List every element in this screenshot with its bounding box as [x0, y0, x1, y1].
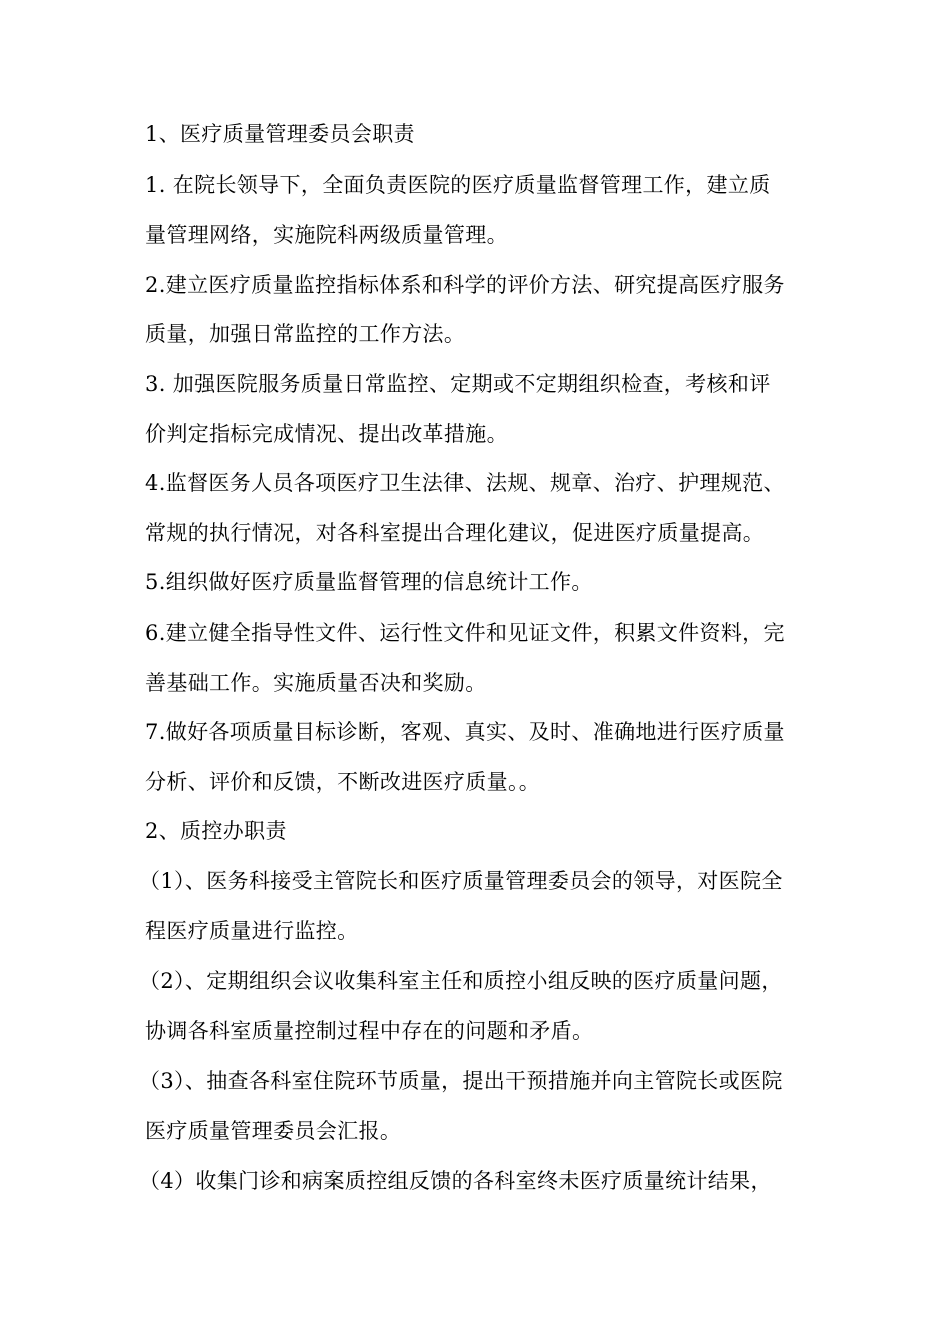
text-line: 质量，加强日常监控的工作方法。	[145, 322, 466, 346]
text-line: （2）、定期组织会议收集科室主任和质控小组反映的医疗质量问题，	[139, 969, 783, 993]
text-line: 4.监督医务人员各项医疗卫生法律、法规、规章、治疗、护理规范、	[145, 471, 785, 495]
text-line: （1）、医务科接受主管院长和医疗质量管理委员会的领导，对医院全	[139, 869, 783, 893]
text-line: 量管理网络，实施院科两级质量管理。	[145, 223, 508, 247]
text-line: 程医疗质量进行监控。	[145, 919, 359, 943]
text-line: 善基础工作。实施质量否决和奖励。	[145, 671, 487, 695]
text-line: 7.做好各项质量目标诊断，客观、真实、及时、准确地进行医疗质量	[145, 720, 785, 744]
text-line: 医疗质量管理委员会汇报。	[145, 1119, 402, 1143]
text-line: 常规的执行情况，对各科室提出合理化建议，促进医疗质量提高。	[145, 521, 765, 545]
text-line: 3. 加强医院服务质量日常监控、定期或不定期组织检查，考核和评	[145, 372, 771, 396]
text-line: （3）、抽查各科室住院环节质量，提出干预措施并向主管院长或医院	[139, 1069, 783, 1093]
text-line: 1. 在院长领导下，全面负责医院的医疗质量监督管理工作，建立质	[145, 173, 771, 197]
section-heading-qc-office: 2、质控办职责	[145, 819, 287, 843]
text-line: （4）收集门诊和病案质控组反馈的各科室终未医疗质量统计结果，	[139, 1169, 772, 1193]
text-line: 5.组织做好医疗质量监督管理的信息统计工作。	[145, 570, 593, 594]
section-heading-committee: 1、医疗质量管理委员会职责	[145, 122, 415, 146]
text-line: 2.建立医疗质量监控指标体系和科学的评价方法、研究提高医疗服务	[145, 273, 785, 297]
text-line: 价判定指标完成情况、提出改革措施。	[145, 422, 508, 446]
text-line: 6.建立健全指导性文件、运行性文件和见证文件，积累文件资料，完	[145, 621, 785, 645]
text-line: 协调各科室质量控制过程中存在的问题和矛盾。	[145, 1019, 594, 1043]
text-line: 分析、评价和反馈，不断改进医疗质量。。	[145, 770, 541, 794]
